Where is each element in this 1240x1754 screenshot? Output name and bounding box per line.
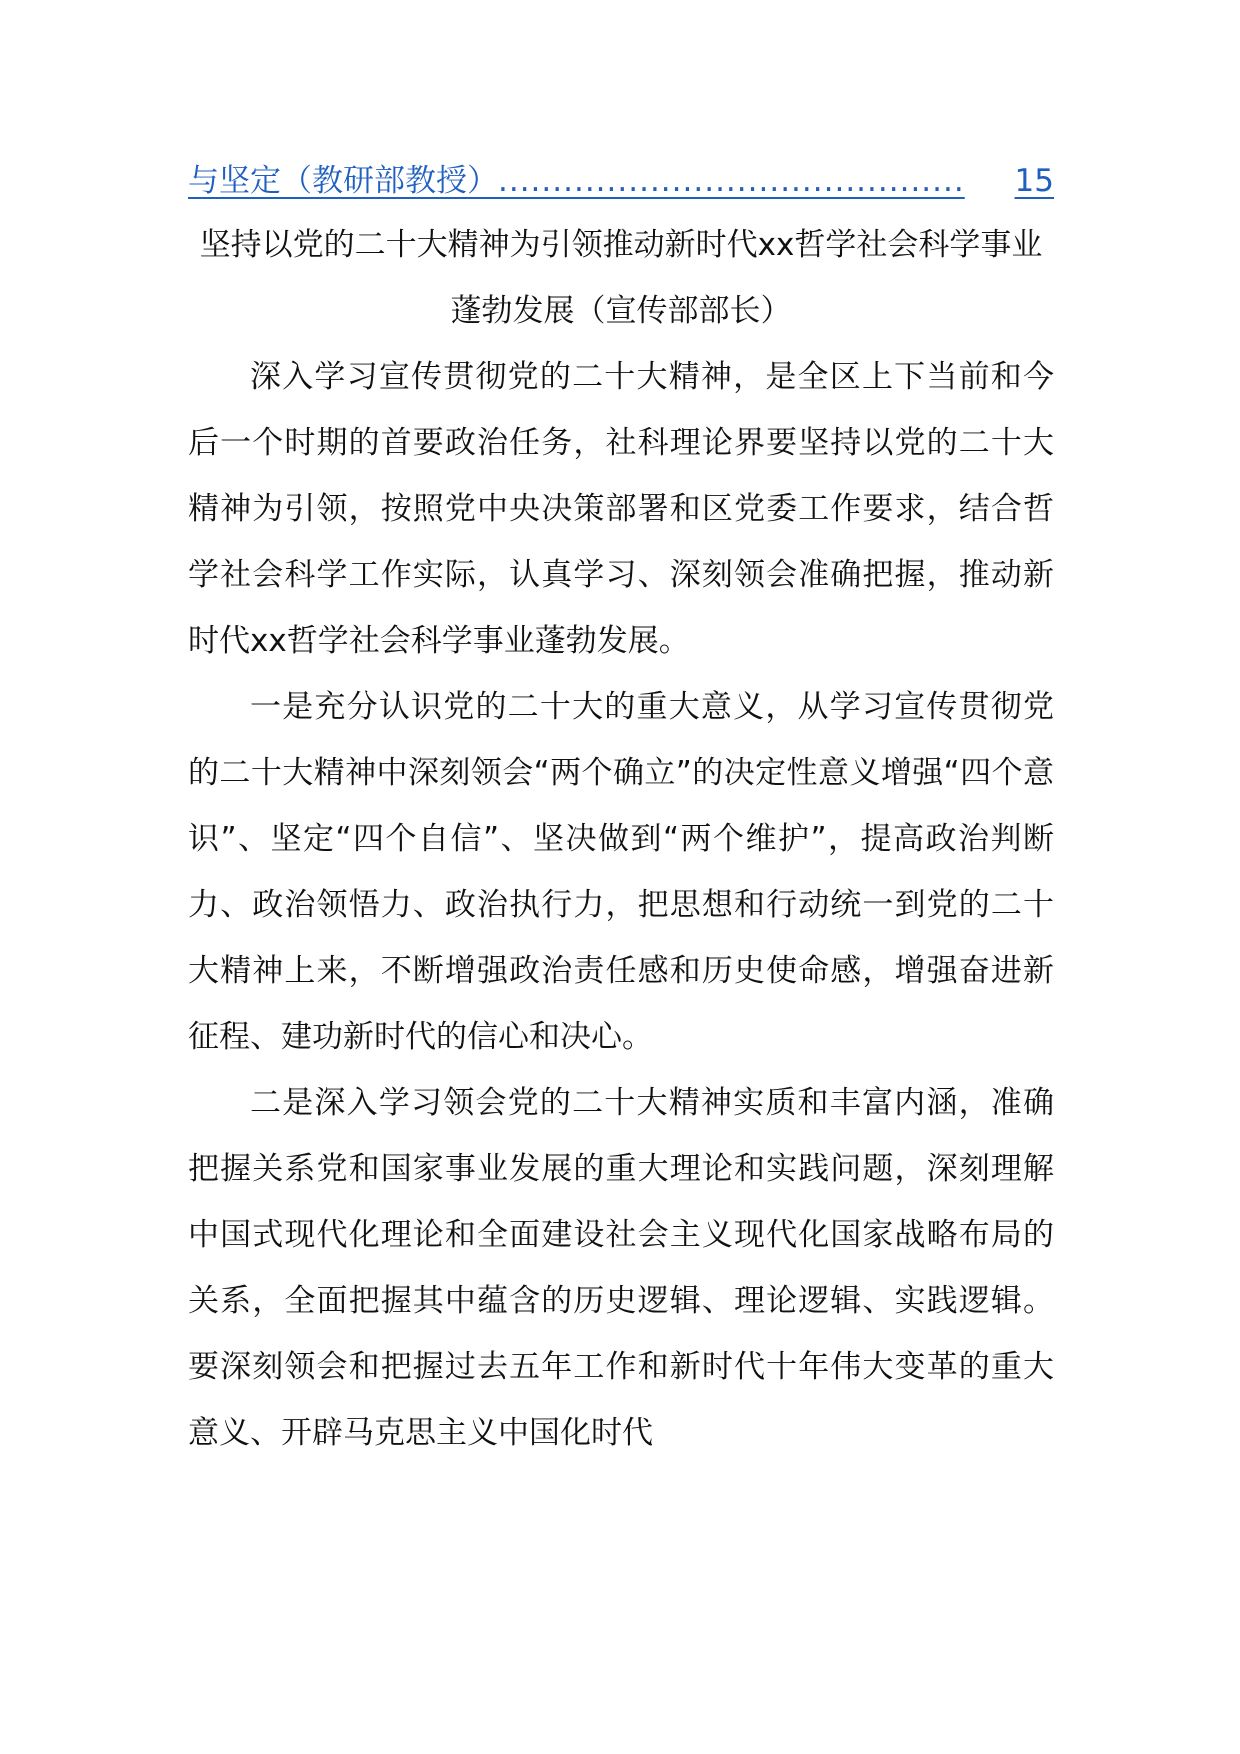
toc-link[interactable] <box>188 150 1054 212</box>
document-page <box>188 150 1054 1466</box>
body-paragraph: 二是深入学习领会党的二十大精神实质和丰富内涵，准确把握关系党和国家事业发展的重大理论和实践问题，深刻理解中国式现代化理论和全面建设社会主义现代化国家战略布局的关系，全面把握其中蕴含的历史逻辑、理论逻辑、实践逻辑。要深刻领会和把握过去五年工作和新时代十年伟大变革的重大意义、开辟马克思主义中国化时代 <box>188 1085 1054 1451</box>
toc-page-number[interactable]: 15 <box>1014 163 1054 199</box>
article-title: 坚持以党的二十大精神为引领推动新时代xx哲学社会科学事业蓬勃发展（宣传部部长） <box>199 227 1043 329</box>
toc-entry-text[interactable]: 与坚定（教研部教授） <box>188 163 498 199</box>
body-paragraph: 一是充分认识党的二十大的重大意义，从学习宣传贯彻党的二十大精神中深刻领会“两个确立”的决定性意义增强“四个意识”、坚定“四个自信”、坚决做到“两个维护”，提高政治判断力、政治领悟力、政治执行力，把思想和行动统一到党的二十大精神上来，不断增强政治责任感和历史使命感，增强奋进新征程、建功新时代的信心和决心。 <box>188 689 1054 1055</box>
toc-leader-dots: ........................................... <box>498 163 965 199</box>
body-paragraph: 深入学习宣传贯彻党的二十大精神，是全区上下当前和今后一个时期的首要政治任务，社科理论界要坚持以党的二十大精神为引领，按照党中央决策部署和区党委工作要求，结合哲学社会科学工作实际，认真学习、深刻领会准确把握，推动新时代xx哲学社会科学事业蓬勃发展。 <box>188 359 1054 659</box>
